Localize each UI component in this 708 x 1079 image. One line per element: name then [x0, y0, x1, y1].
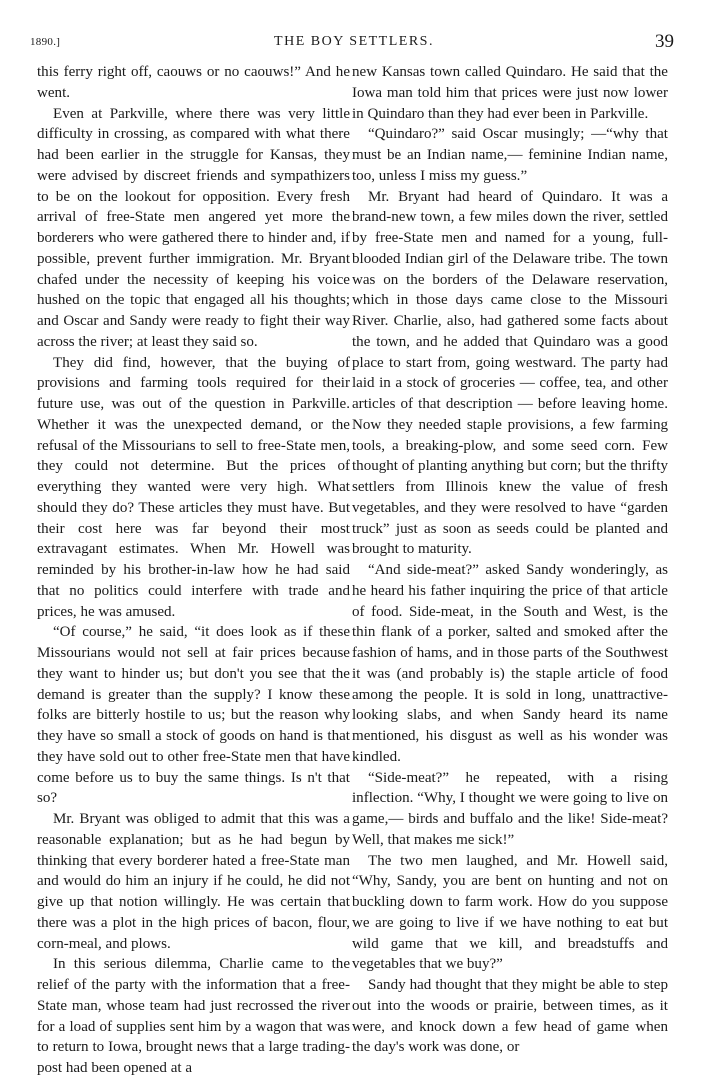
paragraph: this ferry right off, caouws or no caouws!” And he went.: [37, 64, 350, 101]
paragraph: new Kansas town called Quindaro. He said that the Iowa man told him that prices were just now lower in Quindaro than they had ever been in Parkville.: [352, 64, 668, 122]
paragraph: Sandy had thought that they might be able to step out into the woods or prairie, between times, as it were, and knock down a few head of game when the day's work was done, or: [352, 977, 668, 1056]
paragraph: In this serious dilemma, Charlie came to the relief of the party with the information that a free-State man, whose team had just recrossed the river for a load of supplies sent him by a wagon that was to return to Iowa, brought news that a large trading-post had been opened at a: [37, 956, 350, 1076]
paragraph: The two men laughed, and Mr. Howell said, “Why, Sandy, you are bent on hunting and not on buckling down to farm work. How do you suppose we are going to live if we have nothing to eat but wild game that we kill, and breadstuffs and vegetables that we buy?”: [352, 852, 668, 973]
left-column: [37, 62, 350, 1079]
running-title: THE BOY SETTLERS.: [274, 34, 434, 49]
paragraph: Even at Parkville, where there was very little difficulty in crossing, as compared with what there had been earlier in the struggle for Kansas, they were advised by discreet friends and sympathizers to be on the lookout for opposition. Every fresh arrival of free-State men angered yet more the borderers who were gathered there to hinder and, if possible, prevent further immigration. Mr. Bryant chafed under the necessity of keeping his voice hushed on the topic that engaged all his thoughts; and Oscar and Sandy were ready to fight their way across the river; at least they said so.: [37, 105, 350, 350]
paragraph: Mr. Bryant was obliged to admit that this was a reasonable explanation; but as he had begun by thinking that every borderer hated a free-State man and would do him an injury if he could, he did not give up that notion willingly. He was certain that there was a plot in the high prices of bacon, flour, corn-meal, and plows.: [37, 811, 350, 952]
issue-year: 1890.]: [30, 36, 61, 48]
paragraph: They did find, however, that the buying of provisions and farming tools required for their future use, was out of the question in Parkville. Whether it was the unexpected demand, or the refusal of the Missourians to sell to free-State men, they could not determine. But the prices of everything they wanted were very high. What should they do? These articles they must have. But their cost here was far beyond their most extravagant estimates. When Mr. Howell was reminded by his brother-in-law how he had said that no politics could interfere with trade and prices, he was amused.: [37, 354, 350, 620]
paragraph: “Quindaro?” said Oscar musingly; —“why that must be an Indian name,— feminine Indian name, too, unless I miss my guess.”: [352, 126, 668, 184]
paragraph: Mr. Bryant had heard of Quindaro. It was a brand-new town, a few miles down the river, settled by free-State men and named for a young, full-blooded Indian girl of the Delaware tribe. The town was on the borders of the Delaware reservation, which in those days came close to the Missouri River. Charlie, also, had gathered some facts about the town, and he added that Quindaro was a good place to start from, going westward. The party had laid in a stock of groceries — coffee, tea, and other articles of that description — before leaving home. Now they needed staple provisions, a few farming tools, a breaking-plow, and some seed corn. Few thought of planting anything but corn; but the thrifty settlers from Illinois knew the value of fresh vegetables, and they were resolved to have “garden truck” just as soon as seeds could be planted and brought to maturity.: [352, 188, 668, 558]
page-header: [30, 26, 678, 56]
page-number: 39: [655, 31, 674, 52]
paragraph: “And side-meat?” asked Sandy wonderingly, as he heard his father inquiring the price of that article of food. Side-meat, in the South and West, is the thin flank of a porker, salted and smoked after the fashion of hams, and in those parts of the Southwest it was (and probably is) the staple article of food among the people. It is sold in long, unattractive-looking slabs, and when Sandy heard its name mentioned, his disgust as well as his wonder was kindled.: [352, 562, 668, 765]
right-column: [352, 62, 668, 1058]
paragraph: “Of course,” he said, “it does look as if these Missourians would not sell at fair prices because they want to hinder us; but don't you see that the demand is greater than the supply? I know these folks are bitterly hostile to us; but the reason why they have so small a stock of goods on hand is that they have sold out to other free-State men that have come before us to buy the same things. Is n't that so?: [37, 624, 350, 807]
paragraph: “Side-meat?” he repeated, with a rising inflection. “Why, I thought we were going to live on game,— birds and buffalo and the like! Side-meat? Well, that makes me sick!”: [352, 769, 668, 848]
